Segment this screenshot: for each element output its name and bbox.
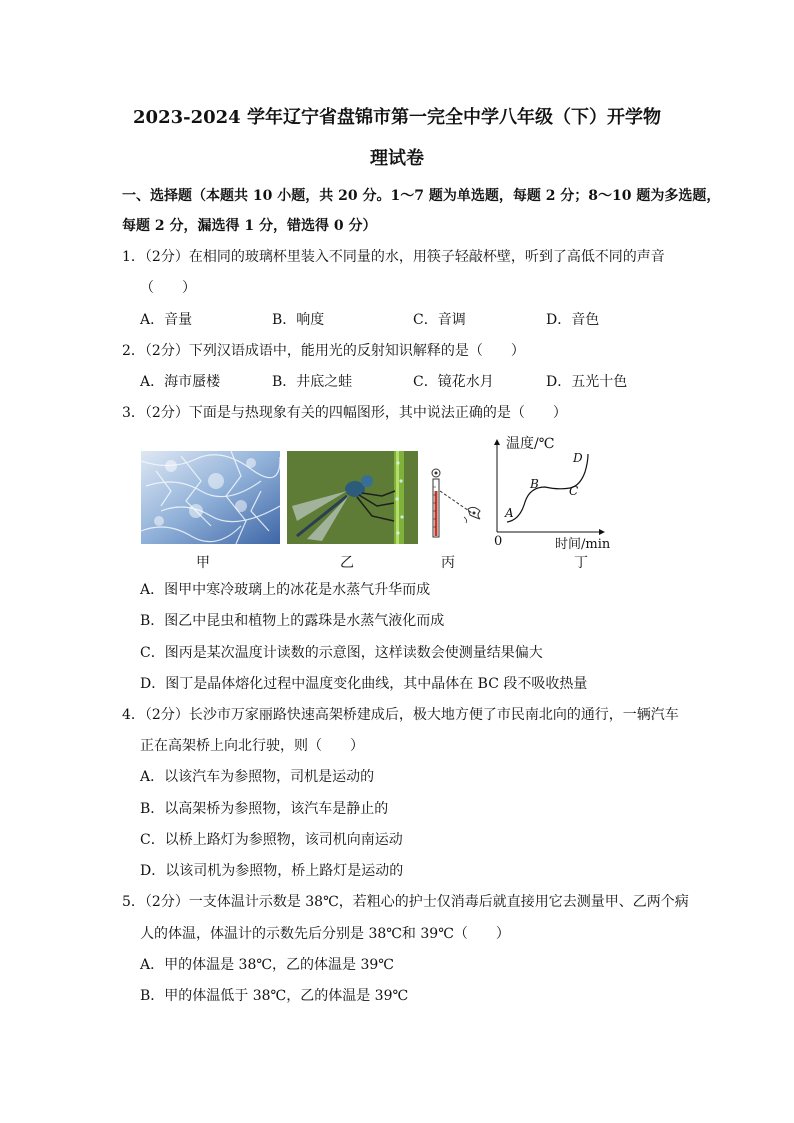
question-4-stem-cont: 正在高架桥上向北行驶，则（ ）: [140, 738, 364, 754]
question-1-option-c: C．音调: [413, 312, 466, 328]
question-3-option-a: A．图甲中寒冷玻璃上的冰花是水蒸气升华而成: [140, 582, 431, 598]
frost-image: [141, 451, 280, 544]
question-3-option-c: C．图丙是某次温度计读数的示意图，这样读数会使测量结果偏大: [140, 645, 543, 661]
graph-point-c: C: [569, 484, 579, 498]
section-heading-line2: 每题 2 分，漏选得 1 分，错选得 0 分）: [122, 218, 377, 234]
caption-bing: 丙: [441, 555, 455, 571]
graph-point-a: A: [505, 506, 514, 520]
question-4-option-a: A．以该汽车为参照物，司机是运动的: [140, 769, 375, 785]
question-2-option-b: B．井底之蛙: [272, 374, 353, 390]
graph-point-b: B: [530, 477, 539, 491]
graph-point-d: D: [573, 451, 583, 465]
question-3-option-b: B．图乙中昆虫和植物上的露珠是水蒸气液化而成: [140, 613, 445, 629]
question-4-option-d: D．以该司机为参照物，桥上路灯是运动的: [140, 863, 404, 879]
exam-title-line1: 2023-2024 学年辽宁省盘锦市第一完全中学八年级（下）开学物: [133, 107, 661, 128]
question-5-option-a: A．甲的体温是 38℃，乙的体温是 39℃: [140, 957, 394, 973]
exam-title-line2: 理试卷: [370, 148, 424, 169]
question-4-option-c: C．以桥上路灯为参照物，该司机向南运动: [140, 832, 403, 848]
question-2-option-a: A．海市蜃楼: [140, 374, 221, 390]
question-1-stem-cont: （ ）: [140, 280, 196, 296]
question-1-stem: 1．（2分）在相同的玻璃杯里装入不同量的水，用筷子轻敲杯壁，听到了高低不同的声音: [122, 249, 665, 265]
question-3-option-d: D．图丁是晶体熔化过程中温度变化曲线，其中晶体在 BC 段不吸收热量: [140, 676, 588, 692]
caption-ding: 丁: [574, 555, 588, 571]
graph-origin-label: 0: [494, 534, 503, 549]
question-2-stem: 2．（2分）下列汉语成语中，能用光的反射知识解释的是（ ）: [122, 343, 525, 359]
graph-y-label: 温度/℃: [506, 436, 555, 452]
caption-yi: 乙: [340, 555, 354, 571]
caption-jia: 甲: [196, 555, 210, 571]
question-1-option-a: A．音量: [140, 312, 193, 328]
question-3-stem: 3．（2分）下面是与热现象有关的四幅图形，其中说法正确的是（ ）: [122, 405, 567, 421]
question-2-option-d: D．五光十色: [546, 374, 628, 390]
question-1-option-d: D．音色: [546, 312, 600, 328]
question-2-option-c: C．镜花水月: [413, 374, 494, 390]
question-4-stem: 4．（2分）长沙市万家丽路快速高架桥建成后，极大地方便了市民南北向的通行，一辆汽车: [122, 707, 679, 723]
section-heading-line1: 一、选择题（本题共 10 小题，共 20 分。1～7 题为单选题，每题 2 分；8～10 题为多选题，: [122, 188, 721, 204]
dragonfly-image: [287, 451, 418, 544]
thermometer-figure: [428, 465, 494, 540]
question-1-option-b: B．响度: [272, 312, 325, 328]
question-5-option-b: B．甲的体温低于 38℃，乙的体温是 39℃: [140, 988, 409, 1004]
question-5-stem: 5．（2分）一支体温计示数是 38℃，若粗心的护士仅消毒后就直接用它去测量甲、乙两个病: [122, 894, 689, 910]
question-5-stem-cont: 人的体温，体温计的示数先后分别是 38℃和 39℃（ ）: [140, 926, 510, 942]
graph-x-label: 时间/min: [555, 537, 611, 552]
question-4-option-b: B．以高架桥为参照物，该汽车是静止的: [140, 801, 389, 817]
